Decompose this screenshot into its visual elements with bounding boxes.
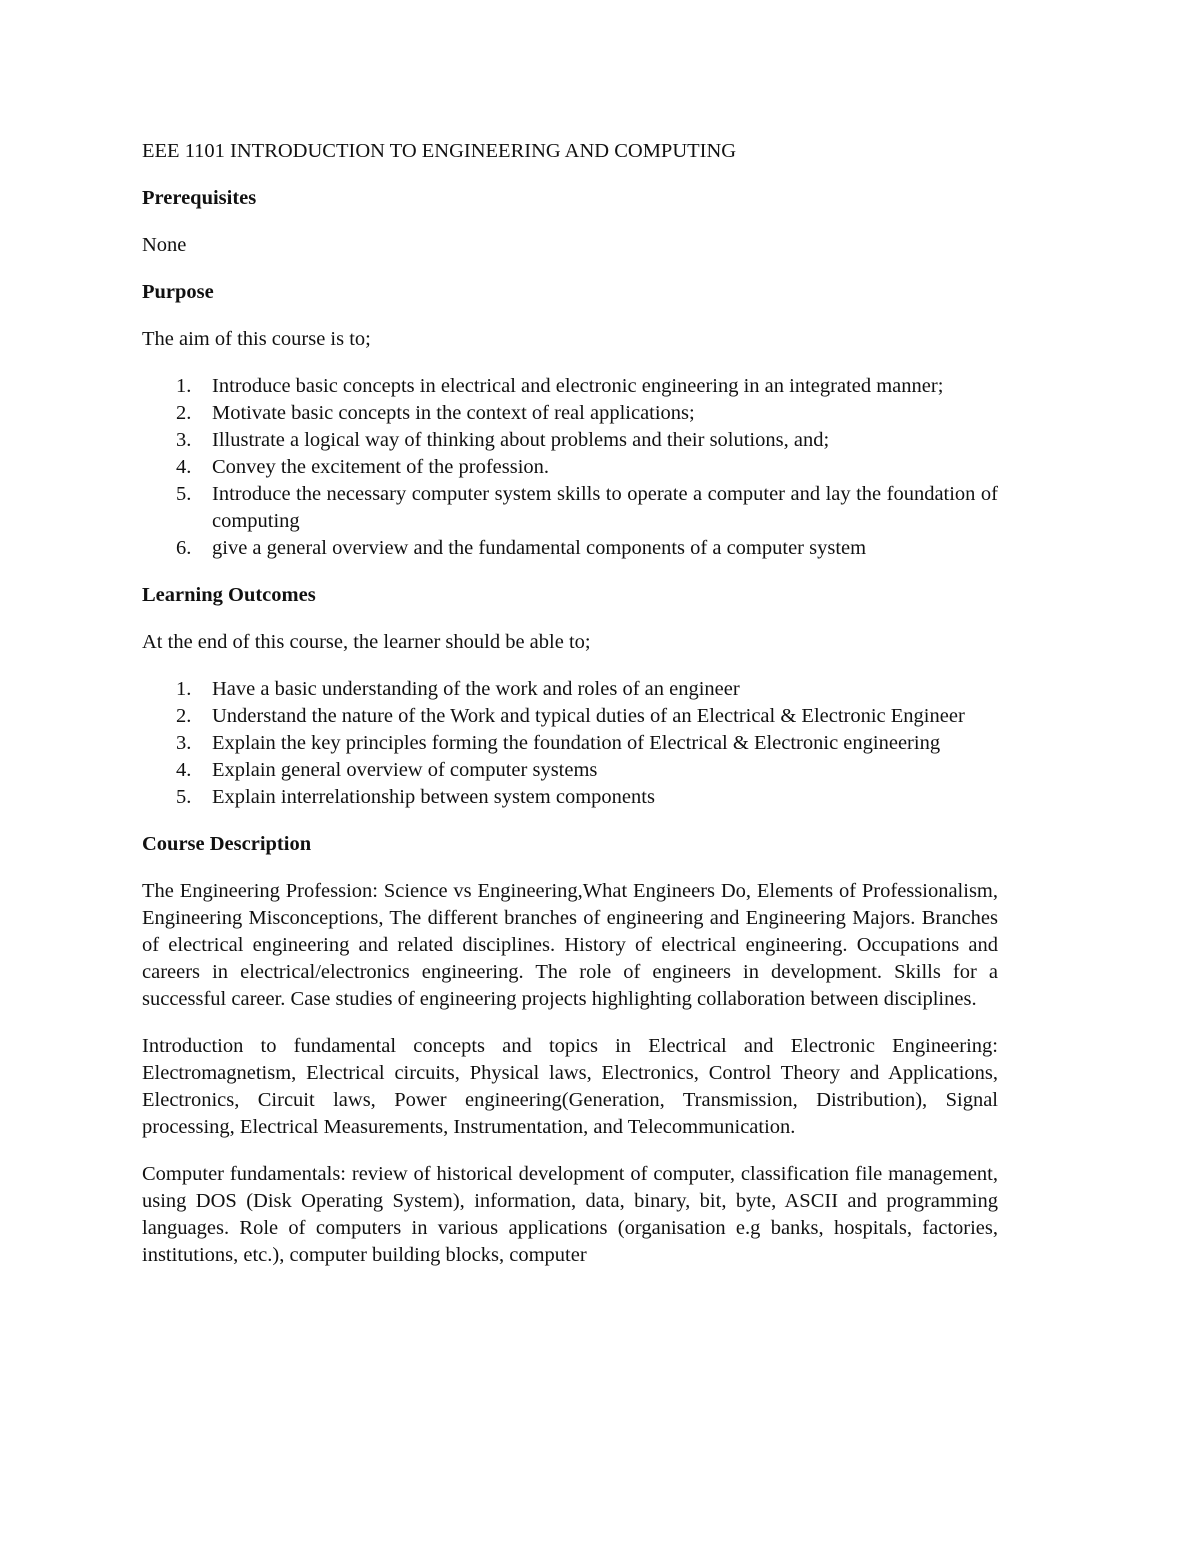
- list-item-number: 4.: [176, 759, 192, 781]
- document-page: [142, 138, 998, 1289]
- list-item: [142, 481, 998, 535]
- list-item-text: Explain interrelationship between system components: [212, 786, 655, 808]
- learning-outcomes-heading: Learning Outcomes: [142, 584, 316, 606]
- course-description-paragraph: Computer fundamentals: review of historical development of computer, classification file management, using DOS (Disk Operating System), information, data, binary, bit, byte, ASCII and programming languages. Role of computers in various applications (organisation e.g banks, hospitals, factories, institutions, etc.), computer building blocks, computer: [142, 1163, 998, 1266]
- course-title: EEE 1101 INTRODUCTION TO ENGINEERING AND COMPUTING: [142, 140, 737, 162]
- purpose-heading: Purpose: [142, 281, 214, 303]
- list-item: [142, 730, 998, 757]
- learning-outcomes-intro: At the end of this course, the learner should be able to;: [142, 631, 591, 653]
- purpose-intro: The aim of this course is to;: [142, 328, 371, 350]
- course-description-paragraph: Introduction to fundamental concepts and topics in Electrical and Electronic Engineering: Electromagnetism, Electrical circuits, Physical laws, Electronics, Control Theory and Applications, Electronics, Circuit laws, Power engineering(Generation, Transmission, Distribution), Signal processing, Electrical Measurements, Instrumentation, and Telecommunication.: [142, 1035, 998, 1138]
- list-item-number: 2.: [176, 402, 192, 424]
- prerequisites-text: None: [142, 234, 187, 256]
- list-item-text: Introduce the necessary computer system skills to operate a computer and lay the foundation of computing: [212, 483, 998, 532]
- list-item: [142, 703, 998, 730]
- list-item-text: Understand the nature of the Work and typical duties of an Electrical & Electronic Engineer: [212, 705, 965, 727]
- list-item-number: 1.: [176, 678, 192, 700]
- purpose-list: [142, 373, 998, 562]
- list-item: [142, 373, 998, 400]
- prerequisites-heading: Prerequisites: [142, 187, 257, 209]
- course-description-heading: Course Description: [142, 833, 312, 855]
- list-item-number: 5.: [176, 786, 192, 808]
- list-item-text: Illustrate a logical way of thinking about problems and their solutions, and;: [212, 429, 830, 451]
- list-item: [142, 400, 998, 427]
- list-item: [142, 784, 998, 811]
- list-item-text: Explain the key principles forming the foundation of Electrical & Electronic engineering: [212, 732, 941, 754]
- list-item: [142, 535, 998, 562]
- list-item-number: 4.: [176, 456, 192, 478]
- list-item-number: 3.: [176, 429, 192, 451]
- list-item-number: 1.: [176, 375, 192, 397]
- list-item-number: 5.: [176, 483, 192, 505]
- list-item: [142, 676, 998, 703]
- list-item-number: 3.: [176, 732, 192, 754]
- list-item-text: Have a basic understanding of the work and roles of an engineer: [212, 678, 740, 700]
- list-item-number: 2.: [176, 705, 192, 727]
- list-item-number: 6.: [176, 537, 192, 559]
- list-item: [142, 454, 998, 481]
- list-item-text: Introduce basic concepts in electrical and electronic engineering in an integrated manner;: [212, 375, 944, 397]
- list-item: [142, 757, 998, 784]
- list-item-text: Convey the excitement of the profession.: [212, 456, 550, 478]
- list-item-text: Explain general overview of computer systems: [212, 759, 598, 781]
- list-item-text: Motivate basic concepts in the context of real applications;: [212, 402, 695, 424]
- list-item: [142, 427, 998, 454]
- list-item-text: give a general overview and the fundamental components of a computer system: [212, 537, 867, 559]
- course-description-paragraph: The Engineering Profession: Science vs Engineering,What Engineers Do, Elements of Professionalism, Engineering Misconceptions, The different branches of engineering and Engineering Majors. Branches of electrical engineering and related disciplines. History of electrical engineering. Occupations and careers in electrical/electronics engineering. The role of engineers in development. Skills for a successful career. Case studies of engineering projects highlighting collaboration between disciplines.: [142, 880, 998, 1010]
- learning-outcomes-list: [142, 676, 998, 811]
